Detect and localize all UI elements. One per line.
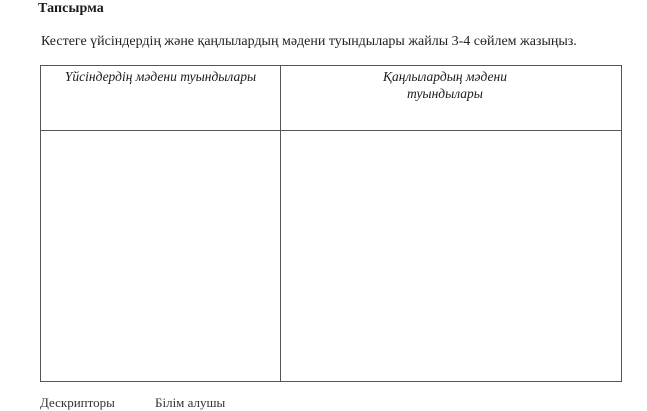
task-instruction: Кестеге үйсіндердің және қаңлылардың мәдени туындылары жайлы 3-4 сөйлем жазыңыз. [41,34,577,49]
answer-cell-usuns[interactable] [41,131,281,382]
footer-descriptor-label: Дескрипторы [40,395,115,410]
table-header-row [41,66,622,131]
table-row [41,131,622,382]
footer-learner-label: Білім алушы [155,395,226,410]
column-header-kangly: Қаңлылардың мәдени туындылары [281,66,622,131]
document-title: Тапсырма [38,1,104,16]
answer-cell-kangly[interactable] [281,131,622,382]
column-header-usuns: Үйсіндердің мәдени туындылары [41,66,281,131]
answer-table [40,65,622,382]
